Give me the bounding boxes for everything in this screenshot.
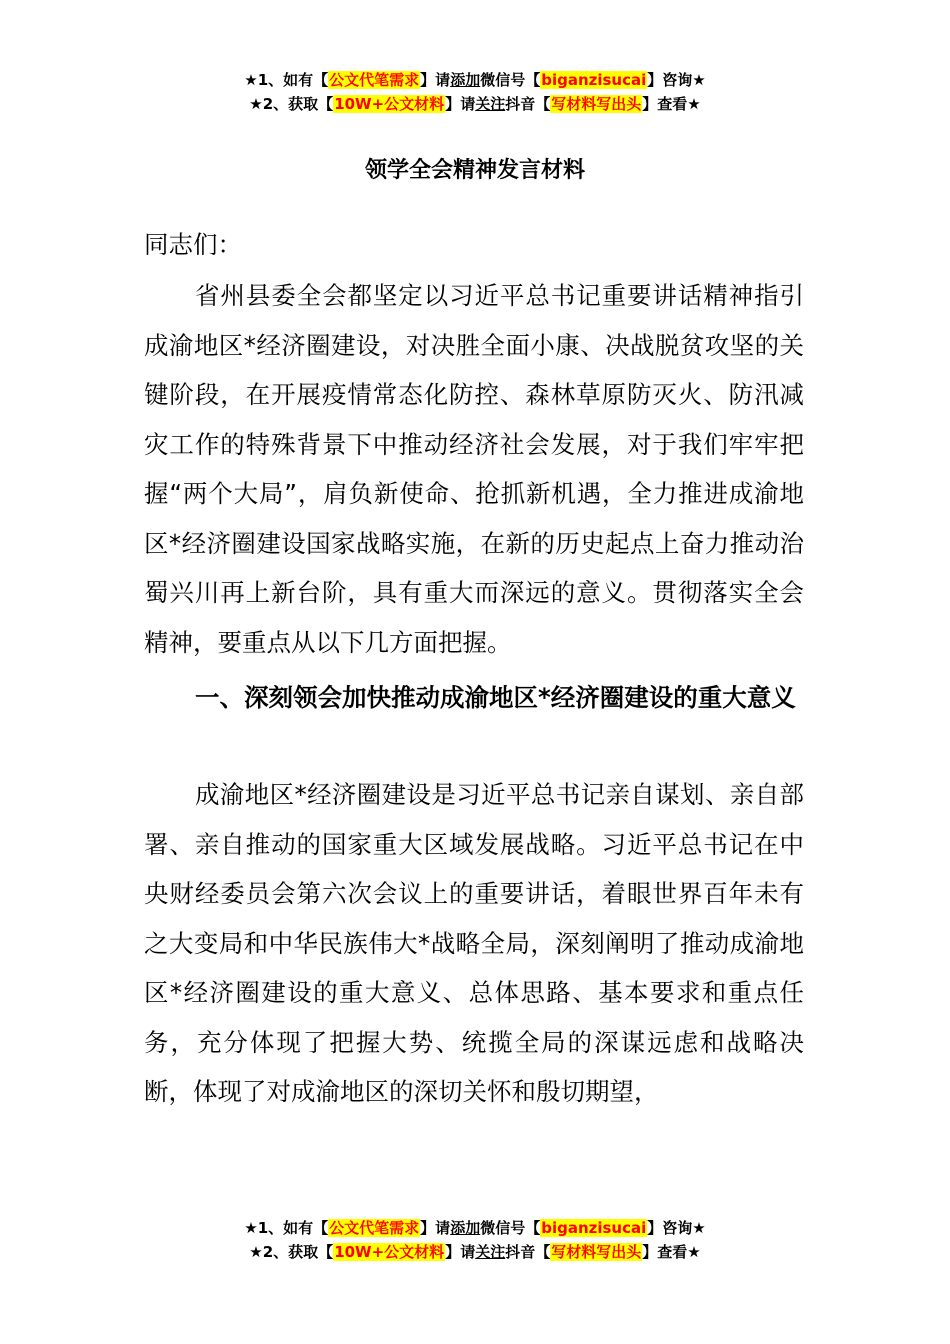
notice-text: 】咨询★ bbox=[647, 1219, 706, 1237]
notice-text: 】查看★ bbox=[642, 1243, 701, 1261]
document-title: 领学全会精神发言材料 bbox=[364, 158, 585, 183]
paragraph-intro: 省州县委全会都坚定以习近平总书记重要讲话精神指引成渝地区*经济圈建设，对决胜全面小康、决战脱贫攻坚的关键阶段，在开展疫情常态化防控、森林草原防灭火、防汛减灾工作的特殊背景下中推动经济社会发展，对于我们牢牢把握“两个大局”，肩负新使命、抢抓新机遇，全力推进成渝地区*经济圈建设国家战略实施，在新的历史起点上奋力推动治蜀兴川再上新台阶，具有重大而深远的意义。贯彻落实全会精神，要重点从以下几方面把握。 bbox=[144, 281, 804, 657]
highlight-douyin-account: 写材料写出头 bbox=[551, 1243, 642, 1261]
notice-text: ★2、获取【 bbox=[249, 1243, 334, 1261]
highlight-ghostwriting-service: 公文代笔需求 bbox=[329, 1219, 420, 1237]
underlined-follow: 关注 bbox=[475, 95, 506, 113]
highlight-douyin-account: 写材料写出头 bbox=[551, 95, 642, 113]
notice-text: 】请 bbox=[445, 1243, 476, 1261]
notice-text: 】查看★ bbox=[642, 95, 701, 113]
notice-text: 微信号【 bbox=[480, 71, 541, 89]
salutation: 同志们： bbox=[144, 230, 242, 259]
header-notice bbox=[0, 68, 950, 116]
notice-text: 】咨询★ bbox=[647, 71, 706, 89]
notice-line-2 bbox=[0, 1240, 950, 1264]
notice-line-1 bbox=[0, 1216, 950, 1240]
paragraph-section-1: 成渝地区*经济圈建设是习近平总书记亲自谋划、亲自部署、亲自推动的国家重大区域发展战略。习近平总书记在中央财经委员会第六次会议上的重要讲话，着眼世界百年未有之大变局和中华民族伟大*战略全局，深刻阐明了推动成渝地区*经济圈建设的重大意义、总体思路、基本要求和重点任务，充分体现了把握大势、统揽全局的深谋远虑和战略决断，体现了对成渝地区的深切关怀和殷切期望， bbox=[144, 780, 804, 1106]
underlined-add: 添加 bbox=[450, 1219, 481, 1237]
notice-line-1 bbox=[0, 68, 950, 92]
notice-text: ★1、如有【 bbox=[244, 71, 329, 89]
notice-text: 】请 bbox=[420, 1219, 451, 1237]
notice-line-2 bbox=[0, 92, 950, 116]
notice-text: ★2、获取【 bbox=[249, 95, 334, 113]
notice-text: 抖音【 bbox=[505, 1243, 551, 1261]
underlined-follow: 关注 bbox=[475, 1243, 506, 1261]
highlight-wechat-id: biganzisucai bbox=[541, 1219, 647, 1237]
notice-text: 微信号【 bbox=[480, 1219, 541, 1237]
notice-text: 】请 bbox=[420, 71, 451, 89]
highlight-materials: 10W+公文材料 bbox=[334, 95, 445, 113]
highlight-ghostwriting-service: 公文代笔需求 bbox=[329, 71, 420, 89]
highlight-wechat-id: biganzisucai bbox=[541, 71, 647, 89]
notice-text: ★1、如有【 bbox=[244, 1219, 329, 1237]
highlight-materials: 10W+公文材料 bbox=[334, 1243, 445, 1261]
underlined-add: 添加 bbox=[450, 71, 481, 89]
notice-text: 】请 bbox=[445, 95, 476, 113]
notice-text: 抖音【 bbox=[505, 95, 551, 113]
footer-notice bbox=[0, 1216, 950, 1264]
section-heading-1: 一、深刻领会加快推动成渝地区*经济圈建设的重大意义 bbox=[195, 683, 796, 712]
